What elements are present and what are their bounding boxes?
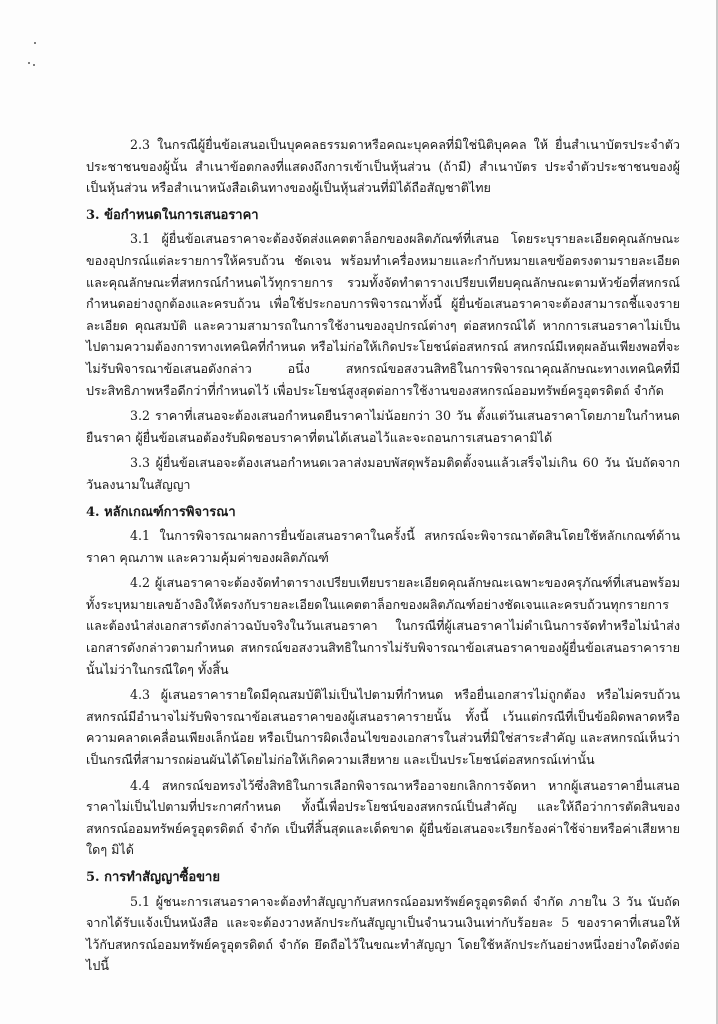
paragraph-5-1: 5.1 ผู้ชนะการเสนอราคาจะต้องทำสัญญากับสหกรณ์ออมทรัพย์ครูอุตรดิตถ์ จำกัด ภายใน 3 วัน นับถัดจากได้รับแจ้งเป็นหนังสือ และจะต้องวางหลักประกันสัญญาเป็นจำนวนเงินเท่ากับร้อยละ 5 ของราคาที่เสนอให้ไว้กับสหกรณ์ออมทรัพย์ครูอุตรดิตถ์ จำกัด ยึดถือไว้ในขณะทำสัญญา โดยใช้หลักประกันอย่างหนึ่งอย่างใดดังต่อไปนี้ [86, 893, 680, 974]
paragraph-3-1: 3.1 ผู้ยื่นข้อเสนอราคาจะต้องจัดส่งแคตตาล็อกของผลิตภัณฑ์ที่เสนอ โดยระบุรายละเอียดคุณลักษณะของอุปกรณ์แต่ละรายการให้ครบถ้วน ชัดเจน พร้อมทำเครื่องหมายและกำกับหมายเลขข้อตรงตามรายละเอียดและคุณลักษณะที่สหกรณ์กำหนดไว้ทุกรายการ รวมทั้งจัดทำตารางเปรียบเทียบคุณลักษณะตามหัวข้อที่สหกรณ์กำหนดอย่างถูกต้องและครบถ้วน เพื่อใช้ประกอบการพิจารณาทั้งนี้ ผู้ยื่นข้อเสนอราคาจะต้องสามารถชี้แจงรายละเอียด คุณสมบัติ และความสามารถในการใช้งานของอุปกรณ์ต่างๆ ต่อสหกรณ์ได้ หากการเสนอราคาไม่เป็นไปตามความต้องการทางเทคนิคที่กำหนด หรือไม่ก่อให้เกิดประโยชน์ต่อสหกรณ์ สหกรณ์มีเหตุผลอันเพียงพอที่จะไม่รับพิจารณาข้อเสนอดังกล่าว อนึ่ง สหกรณ์ขอสงวนสิทธิในการพิจารณาคุณลักษณะทางเทคนิคที่มีประสิทธิภาพหรือดีกว่าที่กำหนดไว้ เพื่อประโยชน์สูงสุดต่อการใช้งานของสหกรณ์ออมทรัพย์ครูอุตรดิตถ์ จำกัด [86, 231, 680, 398]
section-heading-4: 4. หลักเกณฑ์การพิจารณา [86, 504, 236, 520]
paragraph-4-1: 4.1 ในการพิจารณาผลการยื่นข้อเสนอราคาในครั้งนี้ สหกรณ์จะพิจารณาตัดสินโดยใช้หลักเกณฑ์ด้านราคา คุณภาพ และความคุ้มค่าของผลิตภัณฑ์ [86, 528, 680, 565]
paragraph-2-3: 2.3 ในกรณีผู้ยื่นข้อเสนอเป็นบุคคลธรรมดาหรือคณะบุคคลที่มิใช่นิติบุคคล ให้ ยื่นสำเนาบัตรประจำตัวประชาชนของผู้นั้น สำเนาข้อตกลงที่แสดงถึงการเข้าเป็นหุ้นส่วน (ถ้ามี) สำเนาบัตร ประจำตัวประชาชนของผู้เป็นหุ้นส่วน หรือสำเนาหนังสือเดินทางของผู้เป็นหุ้นส่วนที่มิได้ถือสัญชาติไทย [86, 137, 680, 196]
section-heading-5: 5. การทำสัญญาซื้อขาย [86, 870, 220, 885]
paragraph-4-4: 4.4 สหกรณ์ขอทรงไว้ซึ่งสิทธิในการเลือกพิจารณาหรืออาจยกเลิกการจัดหา หากผู้เสนอราคายื่นเสนอราคาไม่เป็นไปตามที่ประกาศกำหนด ทั้งนี้เพื่อประโยชน์ของสหกรณ์เป็นสำคัญ และให้ถือว่าการตัดสินของสหกรณ์ออมทรัพย์ครูอุตรดิตถ์ จำกัด เป็นที่สิ้นสุดและเด็ดขาด ผู้ยื่นข้อเสนอจะเรียกร้องค่าใช้จ่ายหรือค่าเสียหายใดๆ มิได้ [86, 777, 680, 858]
paragraph-3-3: 3.3 ผู้ยื่นข้อเสนอจะต้องเสนอกำหนดเวลาส่งมอบพัสดุพร้อมติดตั้งจนแล้วเสร็จไม่เกิน 60 วัน นับถัดจากวันลงนามในสัญญา [86, 455, 680, 492]
paragraph-4-2: 4.2 ผู้เสนอราคาจะต้องจัดทำตารางเปรียบเทียบรายละเอียดคุณลักษณะเฉพาะของครุภัณฑ์ที่เสนอพร้อมทั้งระบุหมายเลขอ้างอิงให้ตรงกับรายละเอียดในแคตตาล็อกของผลิตภัณฑ์อย่างชัดเจนและครบถ้วนทุกรายการ และต้องนำส่งเอกสารดังกล่าวฉบับจริงในวันเสนอราคา ในกรณีที่ผู้เสนอราคาไม่ดำเนินการจัดทำหรือไม่นำส่งเอกสารดังกล่าวตามกำหนด สหกรณ์ขอสงวนสิทธิในการไม่รับพิจารณาข้อเสนอราคาของผู้ยื่นข้อเสนอราคารายนั้นไม่ว่าในกรณีใดๆ ทั้งสิ้น [86, 575, 680, 677]
paragraph-3-2: 3.2 ราคาที่เสนอจะต้องเสนอกำหนดยืนราคาไม่น้อยกว่า 30 วัน ตั้งแต่วันเสนอราคาโดยภายในกำหนดยืนราคา ผู้ยื่นข้อเสนอต้องรับผิดชอบราคาที่ตนได้เสนอไว้และจะถอนการเสนอราคามิได้ [86, 408, 680, 445]
paragraph-4-3: 4.3 ผู้เสนอราคารายใดมีคุณสมบัติไม่เป็นไปตามที่กำหนด หรือยื่นเอกสารไม่ถูกต้อง หรือไม่ครบถ้วน สหกรณ์มีอำนาจไม่รับพิจารณาข้อเสนอราคาของผู้เสนอราคารายนั้น ทั้งนี้ เว้นแต่กรณีที่เป็นข้อผิดพลาดหรือความคลาดเคลื่อนเพียงเล็กน้อย หรือเป็นการผิดเงื่อนไขของเอกสารในส่วนที่มิใช่สาระสำคัญ และสหกรณ์เห็นว่าเป็นกรณีที่สามารถผ่อนผันได้โดยไม่ก่อให้เกิดความเสียหาย และเป็นประโยชน์ต่อสหกรณ์เท่านั้น [86, 687, 680, 768]
scan-speck [28, 62, 30, 64]
document-body [86, 134, 680, 981]
section-heading-3: 3. ข้อกำหนดในการเสนอราคา [86, 207, 259, 223]
scan-speck [33, 64, 35, 66]
scan-speck [34, 42, 36, 44]
